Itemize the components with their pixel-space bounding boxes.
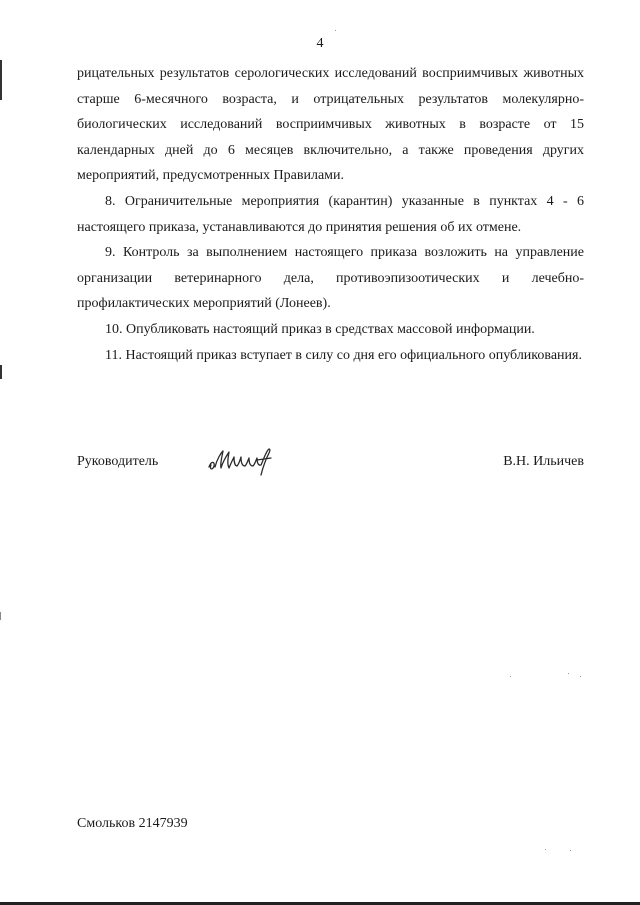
paragraph-item-11: 11. Настоящий приказ вступает в силу со дня его официального опубликования. [105,347,582,363]
page-number: 4 [316,36,324,51]
scan-speck [510,676,511,677]
paragraph-continuation: рицательных результатов серологических исследований восприимчивых животных старше 6-месячного возраста, и отрицательных результатов молекулярно-биологических исследований восприимчивых животных в возрасте от 15 календарных дней до 6 месяцев включительно, а также проведения других мероприятий, предусмотренных Правилами. [77,66,584,184]
signature-block [77,449,584,479]
paragraph-item-10: 10. Опубликовать настоящий приказ в средствах массовой информации. [105,321,535,337]
executor-note: Смольков 2147939 [77,816,188,831]
scan-speck [580,676,581,677]
scan-edge-mark [0,60,2,100]
signatory-title: Руководитель [77,454,159,469]
paragraph-item-9: 9. Контроль за выполнением настоящего приказа возложить на управление организации ветеринарного дела, противоэпизоотических и лечебно-профилактических мероприятий (Лонеев). [77,245,584,312]
handwritten-signature [205,443,281,477]
scan-edge-mark [0,365,2,379]
scan-speck [570,850,571,851]
scan-speck [568,673,569,674]
scan-speck [335,30,336,31]
scan-speck [545,849,546,850]
signatory-name: В.Н. Ильичев [503,454,584,469]
scan-edge-mark [0,612,1,620]
paragraph-item-8: 8. Ограничительные мероприятия (карантин) указанные в пунктах 4 - 6 настоящего приказа, устанавливаются до принятия решения об их отмене. [77,193,584,235]
document-body [77,61,584,368]
